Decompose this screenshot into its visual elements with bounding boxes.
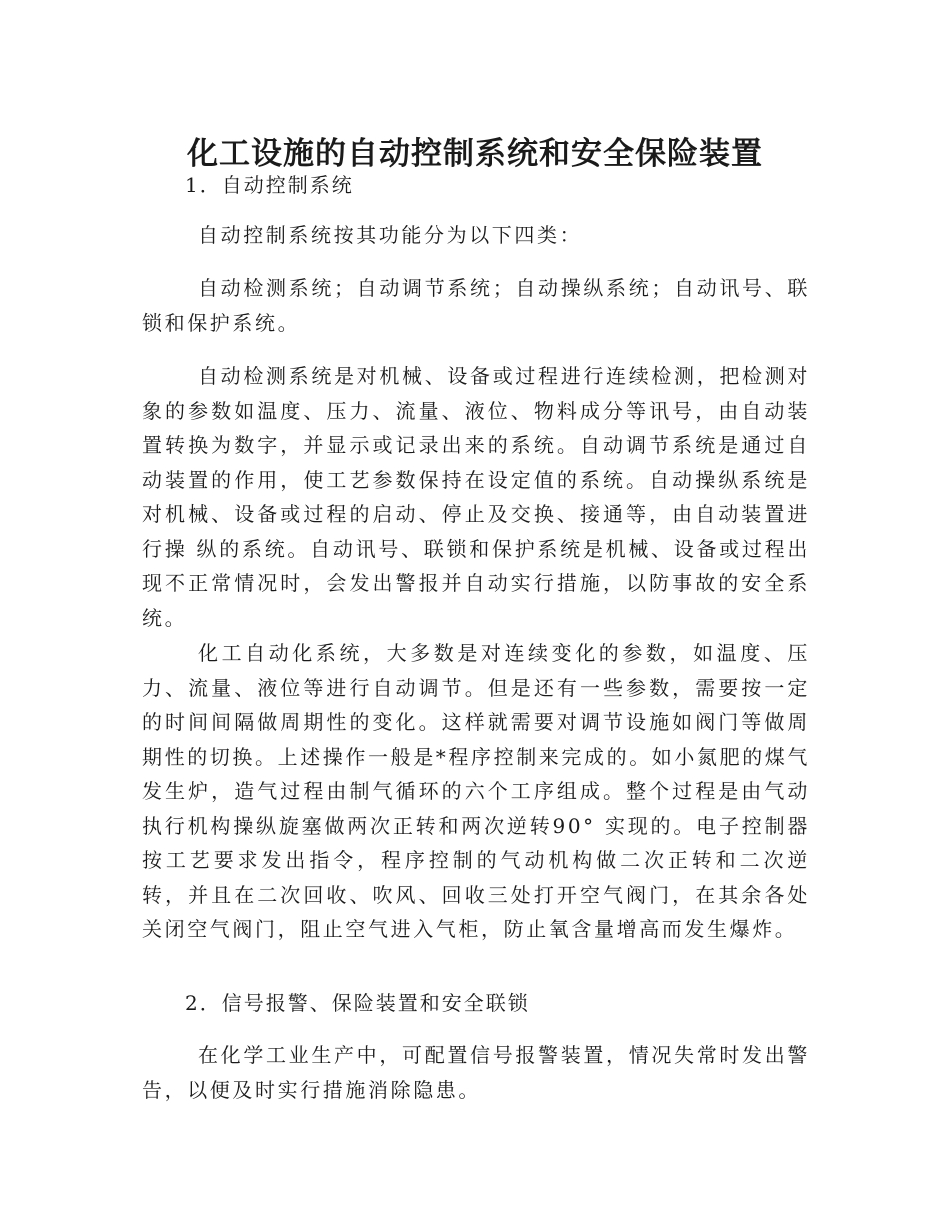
paragraph: 自动检测系统是对机械、设备或过程进行连续检测，把检测对象的参数如温度、压力、流量、液位、物料成分等讯号，由自动装置转换为数字，并显示或记录出来的系统。自动调节系统是通过自动装置的作用，使工艺参数保持在设定值的系统。自动操纵系统是对机械、设备或过程的启动、停止及交换、接通等，由自动装置进行操 纵的系统。自动讯号、联锁和保护系统是机械、设备或过程出现不正常情况时，会发出警报并自动实行措施，以防事故的安全系统。: [142, 364, 810, 630]
document-title: 化工设施的自动控制系统和安全保险装置: [187, 135, 763, 172]
paragraph: 化工自动化系统，大多数是对连续变化的参数，如温度、压力、流量、液位等进行自动调节。但是还有一些参数，需要按一定的时间间隔做周期性的变化。这样就需要对调节设施如阀门等做周期性的切换。上述操作一般是*程序控制来完成的。如小氮肥的煤气发生炉，造气过程由制气循环的六个工序组成。整个过程是由气动执行机构操纵旋塞做两次正转和两次逆转90° 实现的。电子控制器按工艺要求发出指令，程序控制的气动机构做二次正转和二次逆转，并且在二次回收、吹风、回收三处打开空气阀门，在其余各处关闭空气阀门，阻止空气进入气柜，防止氧含量增高而发生爆炸。: [142, 641, 810, 941]
section-heading: 2．信号报警、保险装置和安全联锁: [185, 991, 530, 1015]
section-heading: 1．自动控制系统: [185, 173, 354, 197]
paragraph: 自动检测系统；自动调节系统；自动操纵系统；自动讯号、联锁和保护系统。: [142, 276, 810, 335]
paragraph: 在化学工业生产中，可配置信号报警装置，情况失常时发出警告，以便及时实行措施消除隐患。: [142, 1043, 810, 1102]
paragraph: 自动控制系统按其功能分为以下四类：: [198, 223, 583, 247]
